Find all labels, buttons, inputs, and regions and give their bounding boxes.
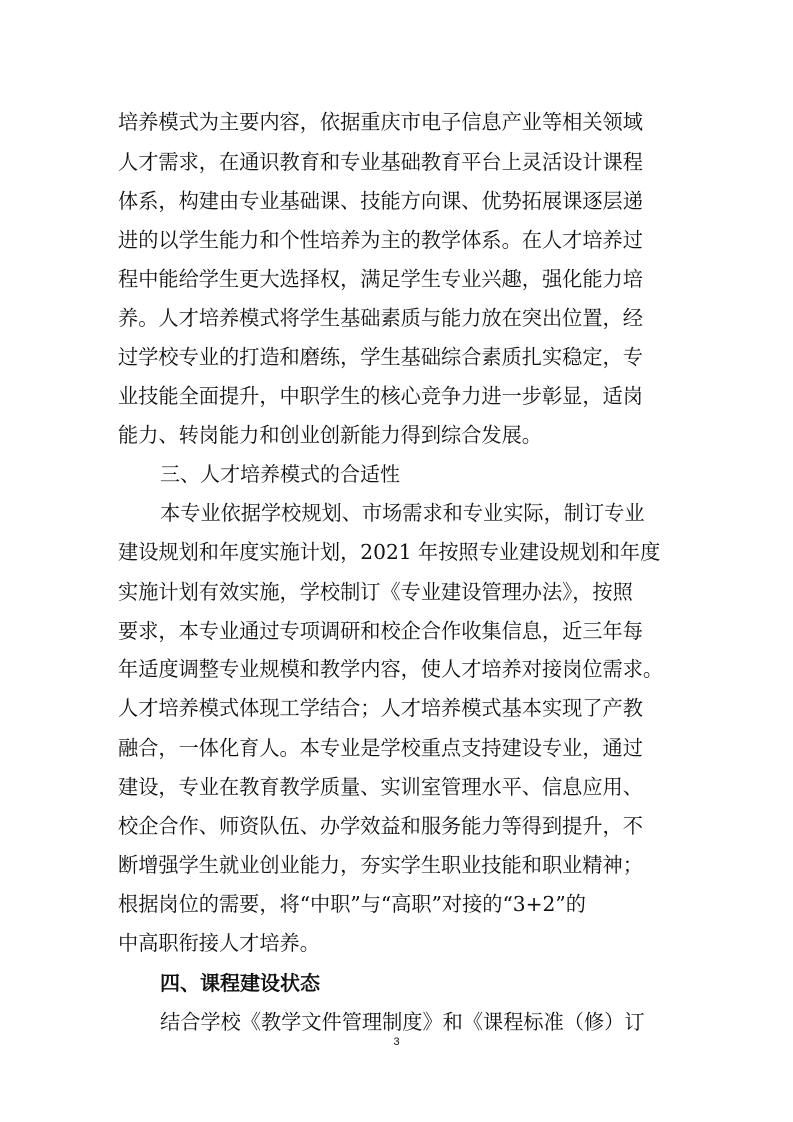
paragraph-line: 程中能给学生更大选择权，满足学生专业兴趣，强化能力培 xyxy=(118,267,643,291)
paragraph-line: 中高职衔接人才培养。 xyxy=(118,931,320,955)
section-heading-4: 四、课程建设状态 xyxy=(160,971,320,995)
paragraph-line: 建设，专业在教育教学质量、实训室管理水平、信息应用、 xyxy=(118,775,643,799)
paragraph-line: 体系，构建由专业基础课、技能方向课、优势拓展课逐层递 xyxy=(118,189,643,213)
paragraph-line: 人才需求，在通识教育和专业基础教育平台上灵活设计课程 xyxy=(118,150,643,174)
paragraph-line: 结合学校《教学文件管理制度》和《课程标准（修）订 xyxy=(160,1010,645,1034)
paragraph-line: 业技能全面提升，中职学生的核心竞争力进一步彰显，适岗 xyxy=(118,384,643,408)
section-heading-3: 三、人才培养模式的合适性 xyxy=(160,462,400,486)
paragraph-line: 过学校专业的打造和磨练，学生基础综合素质扎实稳定，专 xyxy=(118,345,643,369)
paragraph-line: 建设规划和年度实施计划，2021 年按照专业建设规划和年度 xyxy=(118,540,661,564)
paragraph-line: 养。人才培养模式将学生基础素质与能力放在突出位置，经 xyxy=(118,306,643,330)
paragraph-line: 能力、转岗能力和创业创新能力得到综合发展。 xyxy=(118,423,542,447)
paragraph-line: 培养模式为主要内容，依据重庆市电子信息产业等相关领域 xyxy=(118,110,643,134)
paragraph-line: 进的以学生能力和个性培养为主的教学体系。在人才培养过 xyxy=(118,228,643,252)
paragraph-line: 要求，本专业通过专项调研和校企合作收集信息，近三年每 xyxy=(118,619,643,643)
paragraph-line: 实施计划有效实施，学校制订《专业建设管理办法》，按照 xyxy=(118,580,633,604)
paragraph-line: 年适度调整专业规模和教学内容，使人才培养对接岗位需求。 xyxy=(118,657,664,681)
paragraph-line: 本专业依据学校规划、市场需求和专业实际，制订专业 xyxy=(160,501,645,525)
paragraph-line: 断增强学生就业创业能力，夯实学生职业技能和职业精神； xyxy=(118,853,643,877)
paragraph-line: 校企合作、师资队伍、办学效益和服务能力等得到提升，不 xyxy=(118,814,643,838)
paragraph-line: 人才培养模式体现工学结合；人才培养模式基本实现了产教 xyxy=(118,696,643,720)
page-number: 3 xyxy=(393,1036,400,1048)
paragraph-line: 根据岗位的需要，将“中职”与“高职”对接的“3+2”的 xyxy=(118,892,586,916)
paragraph-line: 融合，一体化育人。本专业是学校重点支持建设专业，通过 xyxy=(118,736,643,760)
